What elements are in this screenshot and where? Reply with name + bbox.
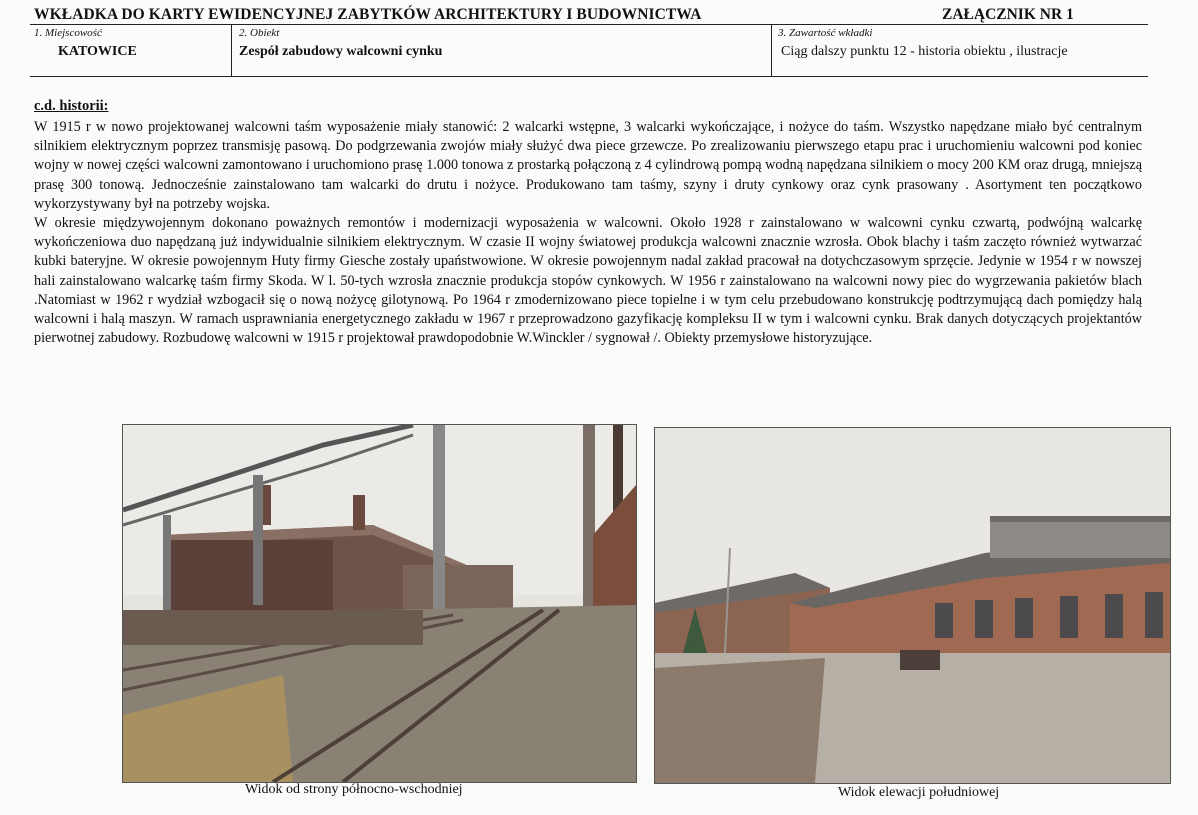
photo-north-east-caption: Widok od strony północno-wschodniej — [245, 782, 463, 797]
field-object-value: Zespół zabudowy walcowni cynku — [239, 44, 443, 59]
section-heading: c.d. historii: — [34, 98, 109, 114]
header-rule-top — [30, 24, 1148, 25]
history-paragraph-2: W okresie międzywojennym dokonano poważnych remontów i modernizacji wyposażenia w walcowni. Około 1928 r zainstalowano w walcowni cynku czwartą, podwójną walcarkę wykończeniowa duo napędzaną już indywidualnie silnikiem elektrycznym. W czasie II wojny światowej produkcja walcowni znacznie wzrosła. Obok blachy i taśm zaczęto również wytwarzać kubki bateryjne. W okresie powojennym Huty firmy Giesche zostały upaństwowione. W okresie powojennym nadal zakład pracował na dotychczasowym sprzęcie. Jedynie w 1954 r w nowszej hali zainstalowano walcarkę taśm firmy Skoda. W l. 50-tych wzrosła znacznie produkcja stopów cynkowych. W 1956 r zainstalowano na walcowni nowy piec do wygrzewania pakietów blach .Natomiast w 1962 r wydział wzbogacił się o nową nożycę gilotynową. Po 1964 r zmodernizowano piece topielne i w tym celu przebudowano konstrukcję podtrzymującą dach pomiędzy halą walcowni i halą maszyn. W ramach usprawniania energetycznego zakładu w 1967 r przeprowadzono gazyfikację kompleksu II w tym i walcowni cynku. Brak danych dotyczących projektantów pierwotnej zabudowy. Rozbudowę walcowni w 1915 r projektował prawdopodobnie W.Winckler / sygnował /. Obiekty przemysłowe historyzujące. — [34, 215, 1142, 347]
field-contents-label: 3. Zawartość wkładki — [778, 27, 873, 39]
photo-south-elevation-caption: Widok elewacji południowej — [838, 785, 1000, 800]
history-text — [34, 118, 1142, 348]
field-divider-2 — [771, 25, 772, 76]
annex-label: ZAŁĄCZNIK NR 1 — [942, 6, 1074, 23]
field-divider-1 — [231, 25, 232, 76]
photo-north-east — [122, 424, 637, 783]
header-title: WKŁADKA DO KARTY EWIDENCYJNEJ ZABYTKÓW ARCHITEKTURY I BUDOWNICTWA — [34, 6, 702, 23]
field-object-label: 2. Obiekt — [239, 27, 280, 39]
photo-south-elevation — [654, 427, 1171, 784]
field-contents-value: Ciąg dalszy punktu 12 - historia obiektu , ilustracje — [781, 44, 1068, 59]
history-paragraph-1: W 1915 r w nowo projektowanej walcowni taśm wyposażenie miały stanowić: 2 walcarki wstępne, 3 walcarki wykończające, i nożyce do taśm. Wszystko napędzane miało być centralnym silnikiem elektrycznym poprzez transmisję pasową. Do podgrzewania zwojów miały służyć dwa piece grzewcze. Po zrealizowaniu pierwszego etapu prac i uruchomieniu walcowni pod koniec wojny w nowej części walcowni zamontowano i uruchomiono prasę 1.000 tonowa z prostarką połączoną z 4 cylindrową pompą wodną napędzana silnikiem o mocy 200 KM oraz drugą, mniejszą prasę 300 tonową. Jednocześnie zainstalowano tam walcarki do drutu i nożyce. Produkowano tam taśmy, szyny i druty cynkowy oraz cynk prasowany . Asortyment ten początkowo wykorzystywany był na potrzeby wojska. — [34, 119, 1142, 212]
field-place-label: 1. Miejscowość — [34, 27, 102, 39]
header-rule-bottom — [30, 76, 1148, 77]
field-place-value: KATOWICE — [58, 44, 137, 59]
